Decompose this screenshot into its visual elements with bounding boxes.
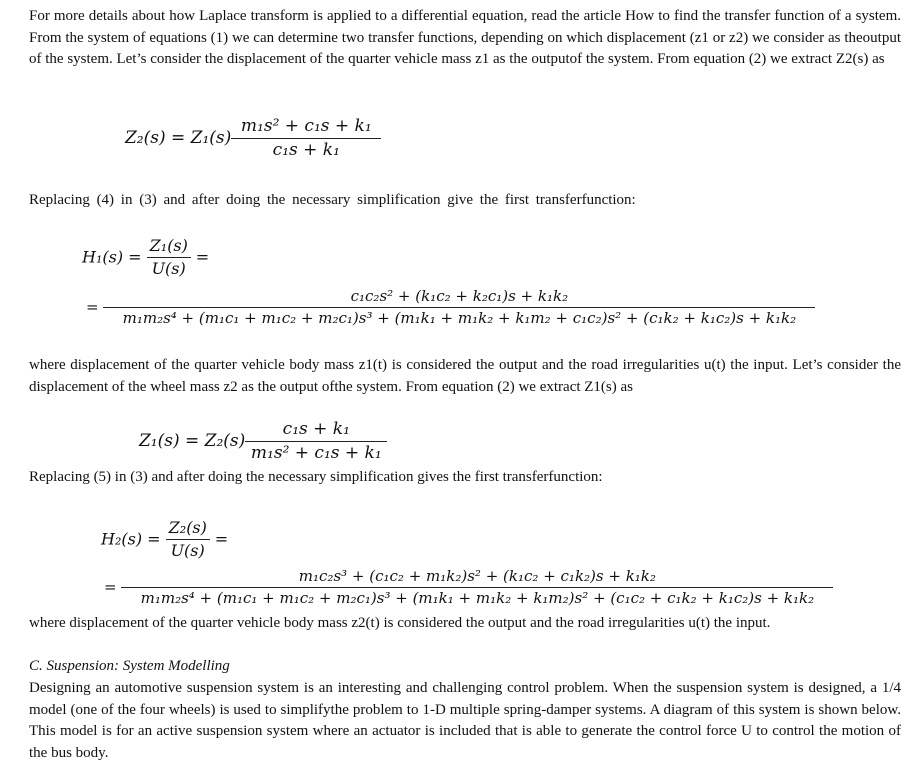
equation-h1-expanded — [86, 289, 815, 326]
equation-h2-denominator: U(s) — [170, 541, 205, 560]
intro-paragraph: For more details about how Laplace transform is applied to a differential equation, read the article How to find the transfer function of a system. From the system of equations (1) we can determine two transfer functions, depending on which displacement (z1 or z2) we consider as theoutput of the system. Let’s consider the displacement of the quarter vehicle mass z1 as the outputof the system. From equation (2) we extract Z2(s) as — [29, 8, 901, 67]
equation-h1-expanded-denominator: m₁m₂s⁴ + (m₁c₁ + m₁c₂ + m₂c₁)s³ + (m₁k₁ + m₁k₂ + k₁m₂ + c₁c₂)s² + (c₁k₂ + k₁c₂)s + k₁k₂ — [122, 309, 797, 327]
equation-5-lhs: Z₁(s) = Z₂(s) — [139, 431, 246, 451]
equation-h2-expanded-numerator: m₁c₂s³ + (c₁c₂ + m₁k₂)s² + (k₁c₂ + c₁k₂)s + k₁k₂ — [121, 569, 833, 588]
h1-explanation-paragraph: where displacement of the quarter vehicle body mass z1(t) is considered the output and the road irregularities u(t) the input. Let’s consider the displacement of the wheel mass z2 as the output ofthe system. From equation (2) we extract Z1(s) as — [29, 357, 901, 395]
equation-h2-expanded-denominator: m₁m₂s⁴ + (m₁c₁ + m₁c₂ + m₂c₁)s³ + (m₁k₁ + m₁k₂ + k₁m₂)s² + (c₁c₂ + c₁k₂ + k₁c₂)s + k₁k₂ — [140, 589, 815, 607]
equation-h2-expanded-equals: = — [104, 578, 117, 596]
equation-h1-expanded-numerator: c₁c₂s² + (k₁c₂ + k₂c₁)s + k₁k₂ — [103, 289, 815, 308]
section-heading: C. Suspension: System Modelling — [29, 658, 230, 674]
equation-h1-expanded-equals: = — [86, 298, 99, 316]
equation-4-fraction — [231, 118, 381, 159]
equation-4-numerator: m₁s² + c₁s + k₁ — [231, 118, 381, 139]
equation-h2-lhs: H₂(s) = — [101, 529, 161, 549]
equation-h2 — [101, 520, 228, 559]
equation-h2-equals: = — [214, 529, 229, 549]
equation-h2-numerator: Z₂(s) — [166, 520, 210, 540]
equation-h1-lhs: H₁(s) = — [82, 247, 142, 267]
equation-h2-fraction — [166, 520, 210, 559]
equation-4-lhs: Z₂(s) = Z₁(s) — [125, 128, 232, 148]
equation-h1-numerator: Z₁(s) — [147, 238, 191, 258]
h2-explanation-paragraph: where displacement of the quarter vehicle body mass z2(t) is considered the output and the road irregularities u(t) the input. — [29, 615, 771, 631]
equation-5-numerator: c₁s + k₁ — [245, 421, 387, 442]
equation-5-fraction — [245, 421, 387, 462]
equation-h1-equals: = — [195, 247, 210, 267]
replacing-paragraph-2: Replacing (5) in (3) and after doing the necessary simplification gives the first transferfunction: — [29, 469, 603, 485]
equation-h1 — [82, 238, 209, 277]
equation-h1-fraction — [147, 238, 191, 277]
equation-h2-expanded-fraction — [121, 569, 833, 606]
suspension-paragraph: Designing an automotive suspension system is an interesting and challenging control problem. When the suspension system is designed, a 1/4 model (one of the four wheels) is used to simplifythe problem to 1-D multiple spring-damper systems. A diagram of this system is shown below. This model is for an active suspension system where an actuator is included that is able to generate the control force U to control the motion of the bus body. — [29, 680, 901, 761]
equation-h1-expanded-fraction — [103, 289, 815, 326]
equation-h1-denominator: U(s) — [151, 259, 186, 278]
equation-4-denominator: c₁s + k₁ — [272, 140, 340, 160]
replacing-paragraph-1: Replacing (4) in (3) and after doing the necessary simplification give the first transferfunction: — [29, 192, 636, 208]
equation-5-denominator: m₁s² + c₁s + k₁ — [250, 443, 382, 463]
equation-5 — [139, 421, 387, 462]
equation-4 — [125, 118, 381, 159]
equation-h2-expanded — [104, 569, 833, 606]
